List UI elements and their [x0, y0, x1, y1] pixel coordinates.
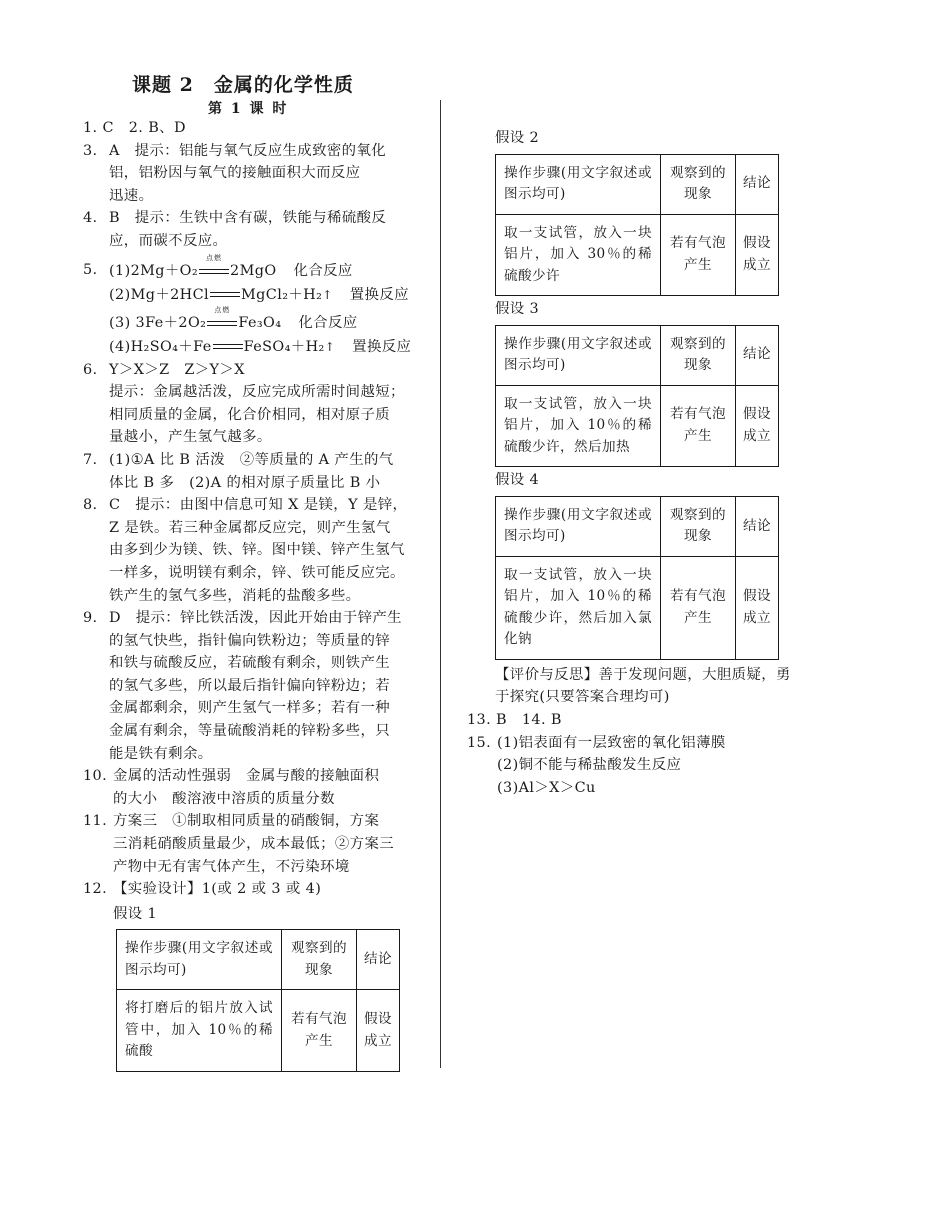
reaction-type: 置换反应	[349, 286, 409, 303]
answer-number: 10.	[83, 768, 108, 785]
answer-line: 于探究(只要答案合理均可)	[495, 689, 670, 706]
hypothesis-3-table	[495, 325, 779, 468]
answer-line: 铁产生的氢气多些，消耗的盐酸多些。	[109, 587, 361, 604]
table-header-row	[117, 930, 400, 990]
table-cell: 取一支试管，放入一块铝片，加入 10％的稀硫酸少许，然后加入氯化钠	[496, 556, 661, 659]
answer-line: 由多到少为镁、铁、锌。图中镁、锌产生氢气	[109, 542, 405, 559]
table-header-row	[496, 154, 779, 214]
answer-number: 15.	[467, 734, 492, 751]
table-header-cell: 结论	[736, 154, 779, 214]
equation-1	[109, 253, 405, 283]
answer-line: 能是铁有剩余。	[109, 745, 213, 762]
answer-line: 迅速。	[109, 187, 154, 204]
answer-line: Z 是铁。若三种金属都反应完，则产生氢气	[109, 519, 391, 536]
equation-lhs: (2)Mg＋2HCl	[109, 286, 210, 303]
table-cell: 假设成立	[736, 214, 779, 296]
hypothesis-4-table	[495, 496, 779, 660]
table-header-cell: 操作步骤(用文字叙述或图示均可)	[117, 930, 282, 990]
table-row	[496, 385, 779, 467]
page-title: 课题 2 金属的化学性质	[132, 74, 354, 96]
table-header-cell: 观察到的现象	[661, 154, 736, 214]
table-cell: 取一支试管，放入一块铝片，加入 30％的稀硫酸少许	[496, 214, 661, 296]
equation-rhs: 2MgO	[230, 262, 277, 279]
table-header-cell: 操作步骤(用文字叙述或图示均可)	[496, 154, 661, 214]
answer-line: 三消耗硝酸质量最少，成本最低；②方案三	[113, 836, 395, 853]
left-column	[83, 117, 412, 1072]
answer-line: 相同质量的金属，化合价相同，相对原子质	[109, 406, 391, 423]
answer-7	[83, 449, 405, 494]
table-header-cell: 操作步骤(用文字叙述或图示均可)	[496, 496, 661, 556]
answer-number: 9.	[83, 610, 98, 627]
table-row	[117, 990, 400, 1072]
answer-line: (1)①A 比 B 活泼 ②等质量的 A 产生的气	[109, 451, 394, 468]
answer-line: A 提示：铝能与氧气反应生成致密的氧化	[109, 142, 387, 159]
hypothesis-1-label: 假设 1	[113, 905, 158, 922]
table-cell: 将打磨后的铝片放入试管中，加入 10％的稀硫酸	[117, 990, 282, 1072]
table-header-row	[496, 325, 779, 385]
answer-3	[83, 140, 405, 208]
equation-lhs: (4)H₂SO₄＋Fe	[109, 338, 212, 355]
answer-5	[83, 253, 412, 359]
answer-line: 金属有剩余，等量硫酸消耗的锌粉多些，只	[109, 723, 391, 740]
table-cell: 假设成立	[736, 385, 779, 467]
table-cell: 若有气泡产生	[661, 214, 736, 296]
answer-number: 12.	[83, 881, 108, 898]
answer-line: (2)铜不能与稀盐酸发生反应	[497, 757, 682, 774]
right-column	[467, 125, 789, 799]
equation-rhs: FeSO₄＋H₂	[243, 338, 325, 355]
equation-lhs: (1)2Mg＋O₂	[109, 262, 199, 279]
answer-6	[83, 359, 405, 449]
condition-label: 点燃	[214, 305, 231, 314]
answer-line: 体比 B 多 (2)A 的相对原子质量比 B 小	[109, 474, 381, 491]
table-cell: 若有气泡产生	[661, 385, 736, 467]
table-cell: 若有气泡产生	[661, 556, 736, 659]
answer-line: 的大小 酸溶液中溶质的质量分数	[113, 790, 335, 807]
table-header-cell: 观察到的现象	[282, 930, 357, 990]
table-header-cell: 结论	[736, 496, 779, 556]
answer-number: 6.	[83, 361, 98, 378]
reaction-type: 化合反应	[293, 262, 353, 279]
hypothesis-3-label: 假设 3	[495, 301, 540, 318]
answer-15	[467, 732, 789, 800]
answer-line: 和铁与硫酸反应，若硫酸有剩余，则铁产生	[109, 655, 391, 672]
answer-number: 8.	[83, 497, 98, 514]
table-cell: 假设成立	[357, 990, 400, 1072]
answer-number: 7.	[83, 451, 98, 468]
gas-arrow-icon: ↑	[322, 287, 333, 302]
equals-sign	[213, 344, 243, 349]
table-row	[496, 214, 779, 296]
equation-rhs: Fe₃O₄	[238, 314, 282, 331]
answer-number: 11.	[83, 813, 108, 830]
reaction-type: 置换反应	[352, 338, 412, 355]
answer-line: C 提示：由图中信息可知 X 是镁，Y 是锌，	[109, 497, 408, 514]
table-cell: 假设成立	[736, 556, 779, 659]
answer-line: 方案三 ①制取相同质量的硝酸铜，方案	[113, 813, 380, 830]
table-header-cell: 结论	[736, 325, 779, 385]
hypothesis-2-label: 假设 2	[495, 130, 540, 146]
answer-9	[83, 607, 405, 765]
answer-line: 提示：金属越活泼，反应完成所需时间越短；	[109, 384, 405, 401]
hypothesis-2-table	[495, 154, 779, 297]
equation-4	[109, 335, 412, 359]
answer-number: 5.	[83, 261, 98, 278]
answer-line: Y＞X＞Z Z＞Y＞X	[109, 361, 245, 378]
answer-13-14: 13. B 14. B	[467, 711, 562, 728]
equation-rhs: MgCl₂＋H₂	[241, 286, 323, 303]
answer-line: 【实验设计】1(或 2 或 3 或 4)	[113, 881, 322, 898]
equation-3	[109, 305, 405, 335]
answer-line: 产物中无有害气体产生，不污染环境	[113, 858, 350, 875]
answer-number: 4.	[83, 210, 98, 227]
table-header-cell: 操作步骤(用文字叙述或图示均可)	[496, 325, 661, 385]
ignition-condition-sign	[207, 305, 237, 329]
table-row	[496, 556, 779, 659]
answer-11	[83, 810, 405, 878]
condition-label: 点燃	[206, 253, 223, 262]
answer-number: 3.	[83, 142, 98, 159]
ignition-condition-sign	[199, 253, 229, 277]
answer-line: 应，而碳不反应。	[109, 232, 228, 249]
answer-line: 铝，铝粉因与氧气的接触面积大而反应	[109, 165, 361, 182]
column-divider	[440, 100, 441, 1068]
answer-4	[83, 207, 405, 252]
gas-arrow-icon: ↑	[324, 339, 336, 354]
answer-line: 一样多，说明镁有剩余，锌、铁可能反应完。	[109, 564, 405, 581]
table-header-cell: 结论	[357, 930, 400, 990]
table-header-cell: 观察到的现象	[661, 496, 736, 556]
reaction-type: 化合反应	[298, 314, 358, 331]
answer-12	[83, 878, 405, 925]
answer-line: 【评价与反思】善于发现问题，大胆质疑，勇	[495, 666, 791, 683]
equals-sign	[210, 292, 240, 297]
lesson-subtitle: 第 1 课 时	[208, 101, 289, 117]
hypothesis-1-table	[116, 929, 400, 1072]
table-header-cell: 观察到的现象	[661, 325, 736, 385]
answer-line: B 提示：生铁中含有碳，铁能与稀硫酸反	[109, 210, 387, 227]
answer-line: (1)铝表面有一层致密的氧化铝薄膜	[497, 734, 726, 751]
table-cell: 若有气泡产生	[282, 990, 357, 1072]
answer-line: 的氢气多些，所以最后指针偏向锌粉边；若	[109, 677, 391, 694]
answer-1-2: 1. C 2. B、D	[83, 120, 186, 136]
answer-line: 的氢气快些，指针偏向铁粉边；等质量的锌	[109, 632, 391, 649]
answer-line: 金属都剩余，则产生氢气一样多；若有一种	[109, 700, 391, 717]
answer-line: 量越小，产生氢气越多。	[109, 429, 272, 446]
answer-10	[83, 765, 405, 810]
answer-line: (3)Al＞X＞Cu	[497, 779, 596, 796]
evaluation-reflection	[467, 664, 789, 709]
equation-lhs: (3) 3Fe＋2O₂	[109, 314, 207, 331]
answer-line: 金属的活动性强弱 金属与酸的接触面积	[113, 768, 380, 785]
hypothesis-4-label: 假设 4	[495, 472, 540, 489]
answer-8	[83, 494, 408, 607]
table-cell: 取一支试管，放入一块铝片，加入 10％的稀硫酸少许，然后加热	[496, 385, 661, 467]
answer-line: D 提示：锌比铁活泼，因此开始由于锌产生	[109, 610, 402, 627]
table-header-row	[496, 496, 779, 556]
equation-2	[109, 283, 409, 307]
